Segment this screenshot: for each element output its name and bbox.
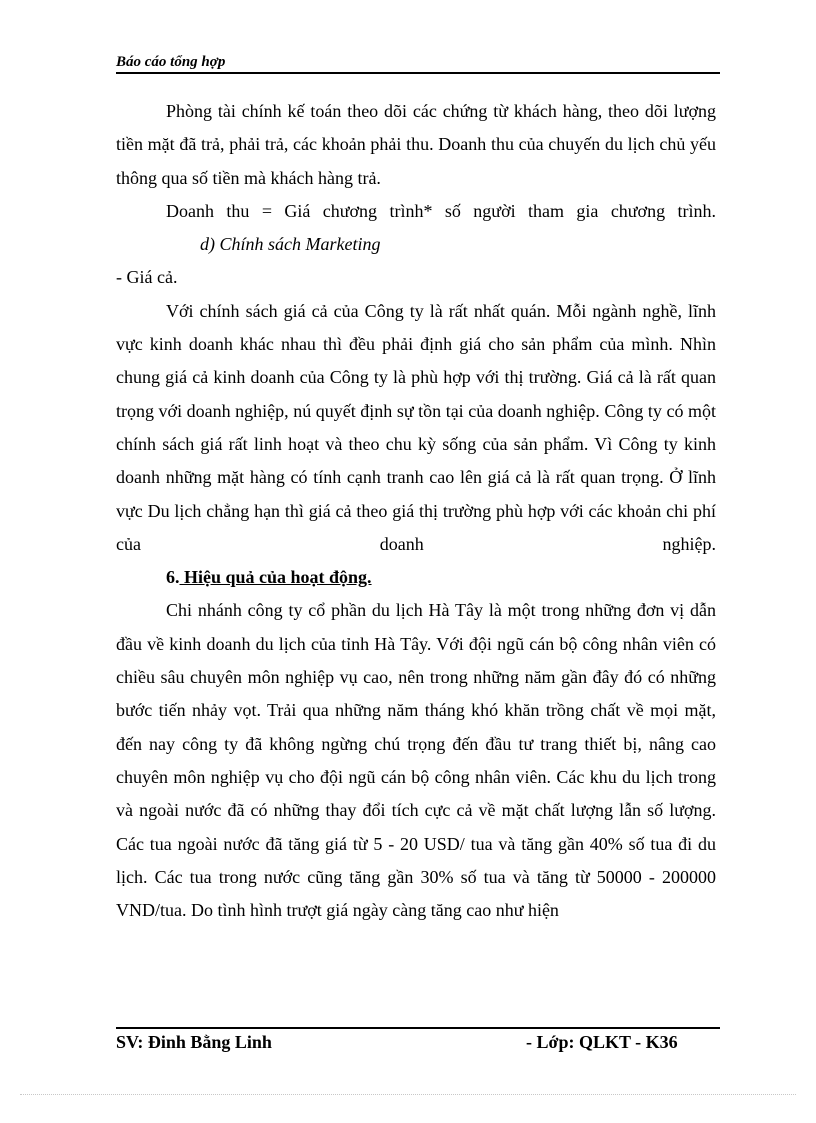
- paragraph-pricing-policy: Với chính sách giá cả của Công ty là rất nhất quán. Mỗi ngành nghề, lĩnh vực kinh doanh khác nhau thì đều phải định giá cho sản phẩm của mình. Nhìn chung giá cả kinh doanh của Công ty là phù hợp với thị trường. Giá cả là rất quan trọng với doanh nghiệp, nú quyết định sự tồn tại của doanh nghiệp. Công ty có một chính sách giá rất linh hoạt và theo chu kỳ sống của sản phẩm. Vì Công ty kinh doanh những mặt hàng có tính cạnh tranh cao lên giá cả là rất quan trọng. Ở lĩnh vực Du lịch chẳng hạn thì giá cả theo giá thị trường phù hợp với các khoản chi phí của doanh nghiệp.: [116, 300, 716, 554]
- paragraph-performance: Chi nhánh công ty cổ phần du lịch Hà Tây là một trong những đơn vị dẫn đầu về kinh doanh du lịch của tỉnh Hà Tây. Với đội ngũ cán bộ công nhân viên có chiều sâu chuyên môn nghiệp vụ cao, nên trong những năm gần đây đó có những bước tiến nhảy vọt. Trải qua những năm tháng khó khăn trồng chất về mọi mặt, đến nay công ty đã không ngừng chú trọng đến đầu tư trang thiết bị, nâng cao chuyên môn nghiệp vụ cho đội ngũ cán bộ công nhân viên. Các khu du lịch trong và ngoài nước đã có những thay đổi tích cực cả về mặt chất lượng lẫn số lượng. Các tua ngoài nước đã tăng giá từ 5 - 20 USD/ tua và tăng gần 40% số tua đi du lịch. Các tua trong nước cũng tăng gần 30% số tua và tăng từ 50000 - 200000 VND/tua. Do tình hình trượt giá ngày càng tăng cao như hiện: [116, 600, 716, 921]
- subheading-marketing: d) Chính sách Marketing: [200, 234, 381, 255]
- footer-class: - Lớp: QLKT - K36: [526, 1032, 678, 1052]
- document-body: [116, 95, 716, 927]
- section-title: Hiệu quả của hoạt động.: [179, 567, 372, 588]
- section-heading: [116, 561, 716, 594]
- header-divider: [116, 72, 720, 74]
- page-header-title: Báo cáo tổng hợp: [116, 54, 226, 70]
- footer-divider: [116, 1027, 720, 1029]
- footer-student-name: SV: Đinh Bằng Linh: [116, 1032, 272, 1052]
- page-bottom-dotted-border: [20, 1094, 796, 1095]
- paragraph-accounting: Phòng tài chính kế toán theo dõi các chứng từ khách hàng, theo dõi lượng tiền mặt đã trả, phải trả, các khoản phải thu. Doanh thu của chuyến du lịch chủ yếu thông qua số tiền mà khách hàng trả.: [116, 101, 716, 188]
- section-number: 6.: [166, 567, 180, 588]
- revenue-formula: Doanh thu = Giá chương trình* số người tham gia chương trình.: [166, 200, 716, 221]
- bullet-price: - Giá cả.: [116, 267, 178, 288]
